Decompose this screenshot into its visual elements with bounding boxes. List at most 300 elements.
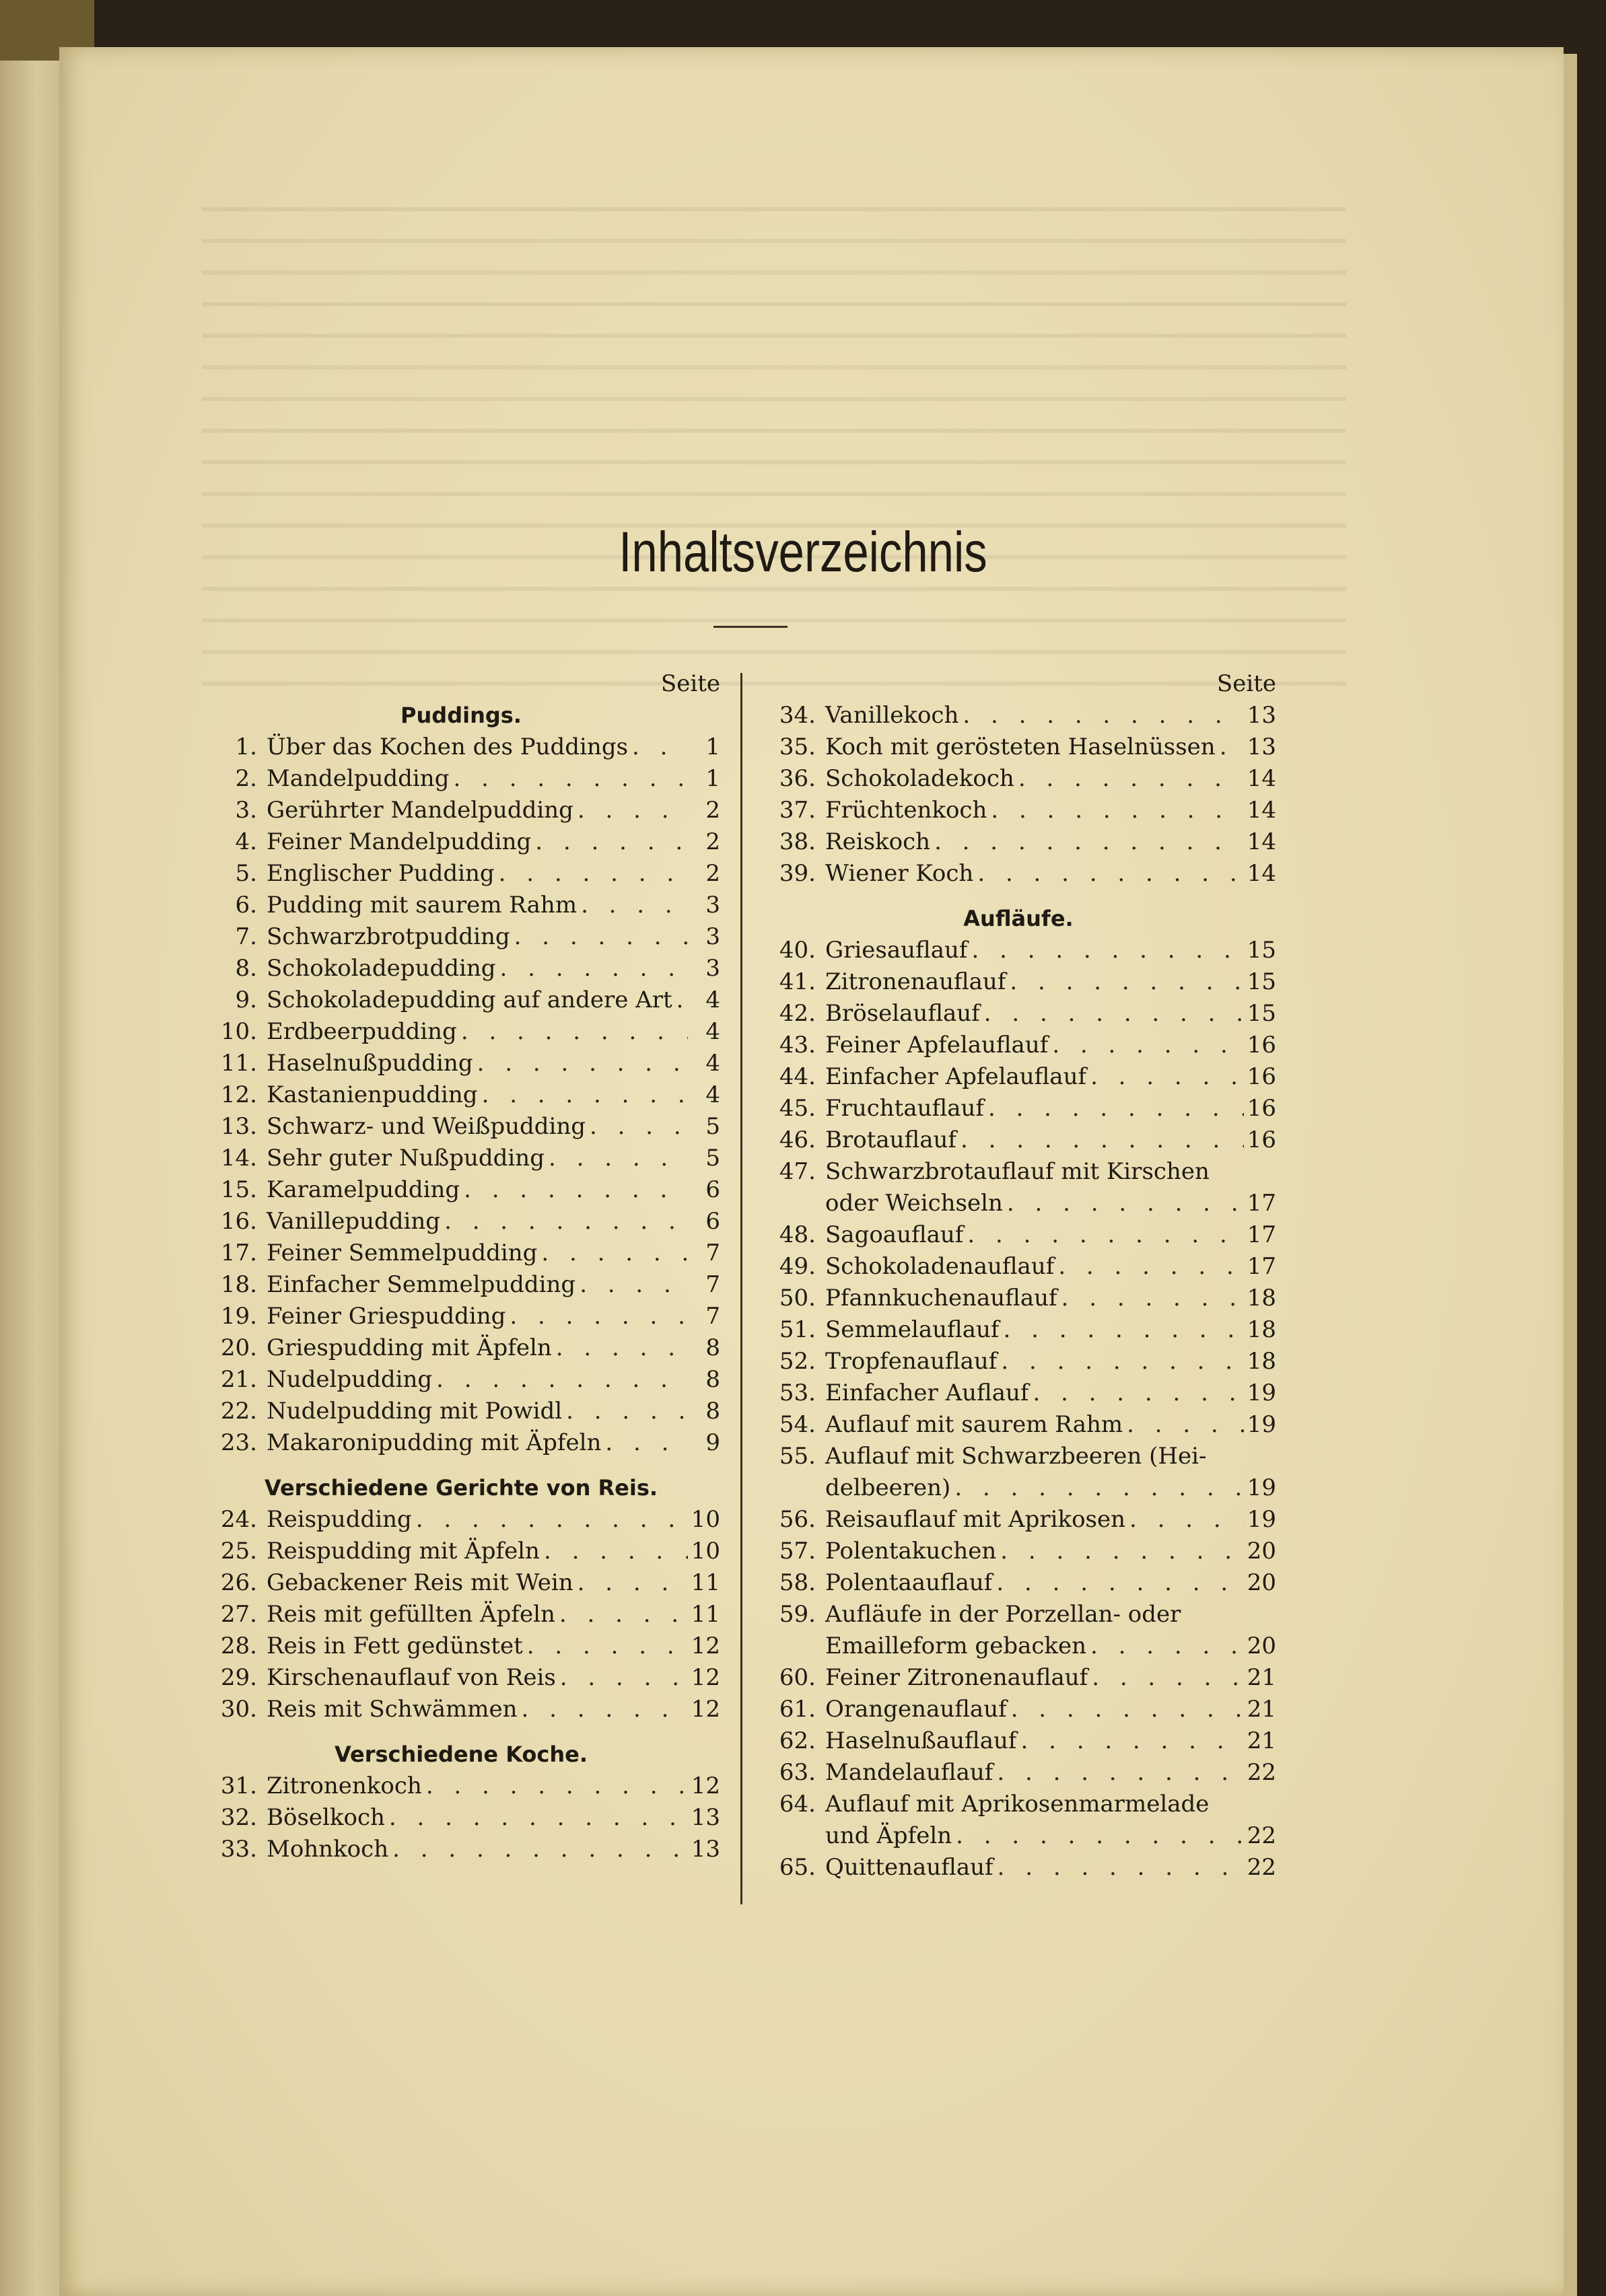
toc-entry[interactable]: [202, 921, 720, 953]
entry-title: Mandelpudding: [267, 765, 450, 792]
toc-entry[interactable]: [761, 1409, 1276, 1441]
entry-number: 30.: [220, 1696, 257, 1723]
entry-title-continued: Emailleform gebacken: [825, 1633, 1087, 1659]
entry-page: 17: [1247, 1190, 1276, 1217]
toc-entry[interactable]: [761, 998, 1276, 1030]
entry-page: 7: [705, 1240, 720, 1266]
toc-entry[interactable]: [202, 858, 720, 890]
title-rule: [713, 626, 788, 628]
entry-number: 12.: [220, 1081, 257, 1108]
toc-entry[interactable]: [761, 935, 1276, 966]
entry-number: 64.: [779, 1791, 816, 1818]
entry-number: 56.: [779, 1506, 816, 1533]
entry-page: 15: [1247, 1000, 1276, 1027]
entry-number: 21.: [220, 1366, 257, 1393]
entry-number: 41.: [779, 968, 816, 995]
entry-page: 15: [1247, 937, 1276, 964]
entry-number: 26.: [220, 1569, 257, 1596]
toc-entry[interactable]: [761, 1314, 1276, 1346]
entry-title: Orangenauflauf: [825, 1696, 1007, 1723]
entry-page: 19: [1247, 1474, 1276, 1501]
entry-title: Reiskoch: [825, 828, 931, 855]
book-left-edge: [0, 0, 61, 2296]
entry-title: Schwarz- und Weißpudding: [267, 1113, 586, 1140]
entry-title: Erdbeerpudding: [267, 1018, 457, 1045]
entry-title: Feiner Apfelauflauf: [825, 1032, 1049, 1059]
toc-entry[interactable]: [202, 1364, 720, 1396]
entry-title: Gebackener Reis mit Wein: [267, 1569, 573, 1596]
entry-number: 6.: [235, 892, 257, 919]
entry-title: Semmelauflauf: [825, 1316, 1000, 1343]
entry-page: 2: [705, 860, 720, 887]
entry-title: Kirschenauflauf von Reis: [267, 1664, 556, 1691]
entry-number: 39.: [779, 860, 816, 887]
toc-entry[interactable]: [761, 1283, 1276, 1314]
toc-entry[interactable]: [761, 826, 1276, 858]
leader-dots: [1088, 1662, 1244, 1694]
leader-dots: [950, 1472, 1244, 1504]
entry-title-continued: oder Weichseln: [825, 1190, 1003, 1217]
leader-dots: [997, 1346, 1244, 1377]
leader-dots: [575, 1269, 688, 1301]
leader-dots: [1123, 1409, 1244, 1441]
leader-dots: [385, 1802, 688, 1834]
toc-entry[interactable]: [761, 1124, 1276, 1156]
entry-title: Mohnkoch: [267, 1836, 389, 1863]
entry-page: 7: [705, 1271, 720, 1298]
entry-page: 4: [705, 1018, 720, 1045]
toc-entry[interactable]: [202, 1079, 720, 1111]
entry-page: 18: [1247, 1316, 1276, 1343]
entry-page: 13: [1247, 733, 1276, 760]
section-heading: Aufläufe.: [963, 906, 1074, 931]
toc-entry[interactable]: [761, 700, 1276, 731]
leader-dots: [460, 1174, 688, 1206]
toc-entry[interactable]: [761, 1567, 1276, 1599]
entry-page: 22: [1247, 1822, 1276, 1849]
entry-title: Sagoauflauf: [825, 1221, 964, 1248]
entry-number: 13.: [220, 1113, 257, 1140]
entry-number: 5.: [235, 860, 257, 887]
entry-page: 11: [691, 1601, 720, 1628]
entry-number: 59.: [779, 1601, 816, 1628]
entry-page: 20: [1247, 1633, 1276, 1659]
entry-page: 22: [1247, 1759, 1276, 1786]
toc-entry[interactable]: [761, 1156, 1276, 1219]
leader-dots: [449, 763, 688, 795]
entry-number: 37.: [779, 797, 816, 824]
toc-entry[interactable]: [202, 731, 720, 763]
entry-number: 58.: [779, 1569, 816, 1596]
entry-title: Feiner Semmelpudding: [267, 1240, 538, 1266]
entry-page: 18: [1247, 1285, 1276, 1312]
column-divider: [740, 673, 742, 1904]
section-heading: Verschiedene Koche.: [334, 1742, 588, 1767]
entry-page: 13: [691, 1836, 720, 1863]
leader-dots: [967, 935, 1244, 966]
toc-entry[interactable]: [202, 826, 720, 858]
entry-number: 28.: [220, 1633, 257, 1659]
entry-number: 36.: [779, 765, 816, 792]
toc-entry[interactable]: [202, 1237, 720, 1269]
toc-entry[interactable]: [761, 1725, 1276, 1757]
leader-dots: [1086, 1630, 1244, 1662]
entry-page: 16: [1247, 1063, 1276, 1090]
entry-title: Schokoladekoch: [825, 765, 1014, 792]
leader-dots: [1086, 1061, 1244, 1093]
toc-entry[interactable]: [202, 1332, 720, 1364]
leader-dots: [1000, 1314, 1245, 1346]
toc-entry[interactable]: [202, 1396, 720, 1427]
entry-title: Zitronenkoch: [267, 1772, 422, 1799]
entry-page: 6: [705, 1176, 720, 1203]
leader-dots: [496, 953, 688, 984]
entry-title: Schokoladenauflauf: [825, 1253, 1055, 1280]
entry-number: 60.: [779, 1664, 816, 1691]
entry-page: 20: [1247, 1538, 1276, 1565]
entry-page: 21: [1247, 1727, 1276, 1754]
entry-page: 12: [691, 1696, 720, 1723]
toc-entry[interactable]: [202, 1662, 720, 1694]
entry-number: 15.: [220, 1176, 257, 1203]
leader-dots: [412, 1504, 688, 1536]
entry-page: 4: [705, 986, 720, 1013]
leader-dots: [963, 1219, 1244, 1251]
entry-number: 45.: [779, 1095, 816, 1122]
toc-entry[interactable]: [761, 1061, 1276, 1093]
entry-title: Vanillekoch: [825, 702, 959, 729]
leader-dots: [573, 1567, 688, 1599]
entry-title: Bröselauflauf: [825, 1000, 980, 1027]
toc-entry[interactable]: [761, 1852, 1276, 1884]
entry-page: 21: [1247, 1696, 1276, 1723]
entry-number: 44.: [779, 1063, 816, 1090]
entry-title: Polentakuchen: [825, 1538, 997, 1565]
entry-title: Reispudding: [267, 1506, 412, 1533]
page-right-edge: [1564, 54, 1577, 2296]
entry-page: 3: [705, 955, 720, 982]
toc-entry[interactable]: [761, 858, 1276, 890]
entry-title-continued: und Äpfeln: [825, 1822, 952, 1849]
leader-dots: [440, 1206, 688, 1237]
entry-title: Früchtenkoch: [825, 797, 987, 824]
entry-page: 1: [705, 765, 720, 792]
entry-title: Quittenauflauf: [825, 1854, 993, 1881]
toc-entry[interactable]: [761, 1599, 1276, 1662]
toc-entry[interactable]: [202, 763, 720, 795]
entry-title: Einfacher Auflauf: [825, 1379, 1029, 1406]
entry-page: 17: [1247, 1221, 1276, 1248]
entry-title: Griesauflauf: [825, 937, 968, 964]
entry-number: 24.: [220, 1506, 257, 1533]
entry-number: 38.: [779, 828, 816, 855]
toc-entry[interactable]: [202, 1269, 720, 1301]
entry-number: 63.: [779, 1759, 816, 1786]
entry-page: 15: [1247, 968, 1276, 995]
entry-page: 8: [705, 1398, 720, 1425]
entry-page: 12: [691, 1772, 720, 1799]
entry-page: 19: [1247, 1506, 1276, 1533]
leader-dots: [601, 1427, 688, 1459]
entry-number: 8.: [235, 955, 257, 982]
entry-title: Englischer Pudding: [267, 860, 495, 887]
toc-entry[interactable]: [202, 1536, 720, 1567]
entry-number: 33.: [220, 1836, 257, 1863]
entry-title: Schwarzbrotpudding: [267, 923, 510, 950]
toc-entry[interactable]: [202, 1504, 720, 1536]
leader-dots: [473, 1048, 688, 1079]
entry-title: Böselkoch: [267, 1804, 385, 1831]
entry-title: Schokoladepudding: [267, 955, 496, 982]
entry-page: 17: [1247, 1253, 1276, 1280]
entry-title: Polentaauflauf: [825, 1569, 993, 1596]
toc-entry[interactable]: [202, 1770, 720, 1802]
section-heading: Verschiedene Gerichte von Reis.: [264, 1475, 658, 1501]
entry-number: 31.: [220, 1772, 257, 1799]
toc-entry[interactable]: [202, 1802, 720, 1834]
seite-label-left: Seite: [660, 670, 720, 697]
entry-page: 3: [705, 923, 720, 950]
entry-title: Haselnußauflauf: [825, 1727, 1017, 1754]
entry-number: 20.: [220, 1334, 257, 1361]
toc-entry[interactable]: [202, 1567, 720, 1599]
toc-entry[interactable]: [202, 1630, 720, 1662]
entry-page: 14: [1247, 828, 1276, 855]
entry-number: 2.: [235, 765, 257, 792]
entry-page: 16: [1247, 1095, 1276, 1122]
entry-page: 11: [691, 1569, 720, 1596]
toc-entry[interactable]: [761, 1346, 1276, 1377]
entry-page: 2: [705, 797, 720, 824]
entry-page: 4: [705, 1081, 720, 1108]
leader-dots: [422, 1770, 688, 1802]
entry-number: 22.: [220, 1398, 257, 1425]
entry-title: Einfacher Apfelauflauf: [825, 1063, 1087, 1090]
entry-title: Reis in Fett gedünstet: [267, 1633, 523, 1659]
page-title: Inhaltsverzeichnis: [619, 520, 987, 583]
entry-number: 34.: [779, 702, 816, 729]
entry-page: 14: [1247, 860, 1276, 887]
entry-title: Fruchtauflauf: [825, 1095, 984, 1122]
leader-dots: [993, 1852, 1244, 1884]
entry-title: Mandelauflauf: [825, 1759, 993, 1786]
entry-title: Über das Kochen des Puddings: [267, 733, 629, 760]
entry-page: 21: [1247, 1664, 1276, 1691]
entry-page: 13: [1247, 702, 1276, 729]
entry-number: 1.: [235, 733, 257, 760]
leader-dots: [1216, 731, 1244, 763]
leader-dots: [1048, 1030, 1244, 1061]
entry-page: 8: [705, 1334, 720, 1361]
entry-page: 8: [705, 1366, 720, 1393]
toc-entry[interactable]: [761, 1093, 1276, 1124]
entry-number: 43.: [779, 1032, 816, 1059]
toc-entry[interactable]: [761, 1536, 1276, 1567]
entry-page: 6: [705, 1208, 720, 1235]
entry-number: 23.: [220, 1429, 257, 1456]
leader-dots: [556, 1662, 688, 1694]
entry-number: 46.: [779, 1126, 816, 1153]
entry-title: Aufläufe in der Porzellan- oder: [825, 1601, 1181, 1628]
leader-dots: [432, 1364, 688, 1396]
entry-number: 40.: [779, 937, 816, 964]
toc-entry[interactable]: [761, 1662, 1276, 1694]
entry-number: 9.: [235, 986, 257, 1013]
toc-entry[interactable]: [202, 1174, 720, 1206]
toc-entry[interactable]: [761, 1504, 1276, 1536]
entry-title: Nudelpudding: [267, 1366, 433, 1393]
toc-entry[interactable]: [761, 1377, 1276, 1409]
leader-dots: [457, 1016, 688, 1048]
toc-entry[interactable]: [202, 1206, 720, 1237]
entry-title: Auflauf mit Aprikosenmarmelade: [825, 1791, 1210, 1818]
leader-dots: [952, 1820, 1244, 1852]
entry-title: Koch mit gerösteten Haselnüssen: [825, 733, 1216, 760]
entry-number: 7.: [235, 923, 257, 950]
leader-dots: [1003, 1188, 1244, 1219]
entry-page: 3: [705, 892, 720, 919]
toc-entry[interactable]: [202, 1427, 720, 1459]
entry-page: 2: [705, 828, 720, 855]
right-column: [761, 668, 1276, 1884]
entry-title: Karamelpudding: [267, 1176, 460, 1203]
entry-title: Kastanienpudding: [267, 1081, 478, 1108]
toc-entry[interactable]: [761, 966, 1276, 998]
leader-dots: [1028, 1377, 1244, 1409]
section-heading: Puddings.: [400, 703, 522, 728]
toc-entry[interactable]: [761, 1694, 1276, 1725]
entry-page: 10: [691, 1506, 720, 1533]
toc-entry[interactable]: [761, 1030, 1276, 1061]
toc-entry[interactable]: [202, 1143, 720, 1174]
entry-number: 61.: [779, 1696, 816, 1723]
leader-dots: [984, 1093, 1244, 1124]
entry-number: 3.: [235, 797, 257, 824]
toc-entry[interactable]: [761, 1441, 1276, 1504]
leader-dots: [518, 1694, 688, 1725]
leader-dots: [540, 1536, 688, 1567]
entry-number: 32.: [220, 1804, 257, 1831]
entry-title: Haselnußpudding: [267, 1050, 473, 1077]
entry-page: 5: [705, 1113, 720, 1140]
leader-dots: [562, 1396, 688, 1427]
entry-page: 9: [705, 1429, 720, 1456]
entry-title: Tropfenauflauf: [825, 1348, 998, 1375]
entry-number: 35.: [779, 733, 816, 760]
entry-title: Gerührter Mandelpudding: [267, 797, 573, 824]
entry-number: 42.: [779, 1000, 816, 1027]
toc-entry[interactable]: [202, 795, 720, 826]
entry-number: 4.: [235, 828, 257, 855]
entry-number: 54.: [779, 1411, 816, 1438]
entry-page: 7: [705, 1303, 720, 1330]
toc-entry[interactable]: [761, 795, 1276, 826]
toc-entry[interactable]: [202, 1834, 720, 1865]
entry-page: 14: [1247, 797, 1276, 824]
entry-number: 49.: [779, 1253, 816, 1280]
leader-dots: [495, 858, 688, 890]
entry-title: Feiner Mandelpudding: [267, 828, 532, 855]
leader-dots: [388, 1834, 688, 1865]
entry-page: 19: [1247, 1379, 1276, 1406]
leader-dots: [573, 795, 688, 826]
entry-page: 20: [1247, 1569, 1276, 1596]
toc-entry[interactable]: [202, 953, 720, 984]
entry-page: 12: [691, 1633, 720, 1659]
leader-dots: [996, 1536, 1244, 1567]
leader-dots: [993, 1757, 1244, 1789]
entry-title: Nudelpudding mit Powidl: [267, 1398, 563, 1425]
toc-entry[interactable]: [761, 1789, 1276, 1852]
leader-dots: [577, 890, 688, 921]
entry-number: 14.: [220, 1145, 257, 1172]
toc-entry[interactable]: [202, 1694, 720, 1725]
toc-entry[interactable]: [202, 1599, 720, 1630]
leader-dots: [973, 858, 1244, 890]
leader-dots: [555, 1599, 688, 1630]
entry-page: 5: [705, 1145, 720, 1172]
entry-page: 13: [691, 1804, 720, 1831]
toc-entry[interactable]: [761, 763, 1276, 795]
entry-page: 10: [691, 1538, 720, 1565]
toc-entry[interactable]: [202, 1301, 720, 1332]
entry-number: 25.: [220, 1538, 257, 1565]
entry-title: Reispudding mit Äpfeln: [267, 1538, 540, 1565]
toc-entry[interactable]: [761, 731, 1276, 763]
entry-number: 52.: [779, 1348, 816, 1375]
entry-title: Feiner Zitronenauflauf: [825, 1664, 1088, 1691]
leader-dots: [478, 1079, 688, 1111]
entry-number: 10.: [220, 1018, 257, 1045]
entry-number: 18.: [220, 1271, 257, 1298]
leader-dots: [1054, 1251, 1244, 1283]
leader-dots: [958, 700, 1244, 731]
entry-number: 62.: [779, 1727, 816, 1754]
entry-page: 22: [1247, 1854, 1276, 1881]
entry-title: Makaronipudding mit Äpfeln: [267, 1429, 602, 1456]
entry-title: Pudding mit saurem Rahm: [267, 892, 578, 919]
entry-title: Schokoladepudding auf andere Art: [267, 986, 672, 1013]
entry-number: 57.: [779, 1538, 816, 1565]
entry-title: Einfacher Semmelpudding: [267, 1271, 576, 1298]
entry-title: Wiener Koch: [825, 860, 974, 887]
entry-title: Pfannkuchenauflauf: [825, 1285, 1057, 1312]
leader-dots: [956, 1124, 1244, 1156]
leader-dots: [930, 826, 1244, 858]
entry-number: 65.: [779, 1854, 816, 1881]
entry-number: 51.: [779, 1316, 816, 1343]
entry-number: 11.: [220, 1050, 257, 1077]
leader-dots: [586, 1111, 688, 1143]
toc-entry[interactable]: [761, 1219, 1276, 1251]
entry-number: 17.: [220, 1240, 257, 1266]
leader-dots: [1006, 966, 1244, 998]
toc-entry[interactable]: [202, 1111, 720, 1143]
entry-number: 27.: [220, 1601, 257, 1628]
toc-entry[interactable]: [202, 1048, 720, 1079]
entry-title: Feiner Griespudding: [267, 1303, 506, 1330]
leader-dots: [523, 1630, 688, 1662]
toc-entry[interactable]: [202, 890, 720, 921]
toc-entry[interactable]: [202, 984, 720, 1016]
toc-entry[interactable]: [761, 1757, 1276, 1789]
toc-entry[interactable]: [202, 1016, 720, 1048]
entry-title: Reis mit Schwämmen: [267, 1696, 518, 1723]
leader-dots: [980, 998, 1244, 1030]
entry-number: 48.: [779, 1221, 816, 1248]
toc-entry[interactable]: [761, 1251, 1276, 1283]
entry-number: 53.: [779, 1379, 816, 1406]
